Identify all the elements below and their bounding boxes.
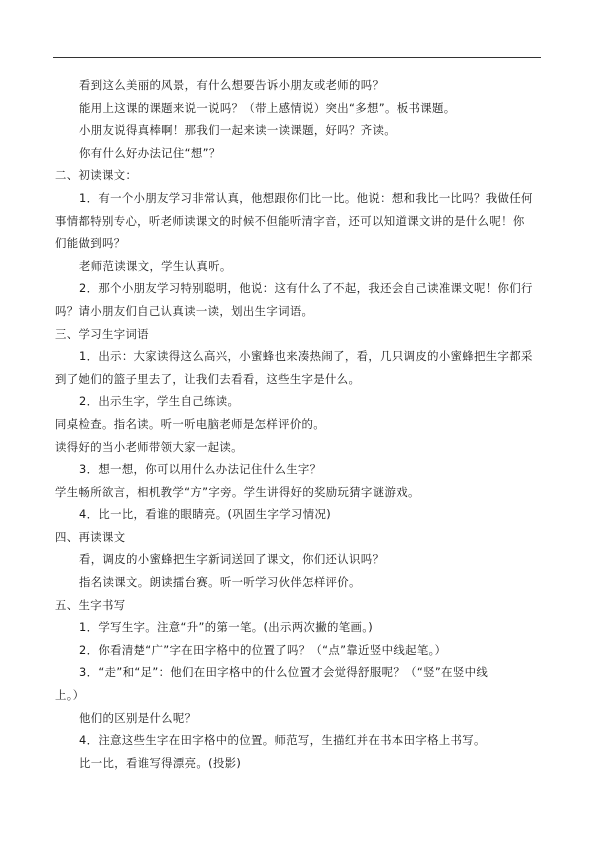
text-line: 四、再读课文 — [55, 529, 126, 544]
text-line: 二、初读课文： — [55, 168, 138, 183]
text-line: 4．比一比，看谁的眼睛亮。(巩固生字学习情况) — [79, 507, 331, 522]
text-line: 2．那个小朋友学习特别聪明，他说：这有什么了不起，我还会自己读准课文呢！你们行 — [79, 281, 533, 296]
text-line: 看，调皮的小蜜蜂把生字新词送回了课文，你们还认识吗？ — [79, 552, 385, 567]
header-rule — [53, 57, 541, 58]
text-line: 五、生字书写 — [55, 597, 126, 612]
text-line: 1．出示：大家读得这么高兴，小蜜蜂也来凑热闹了，看，几只调皮的小蜜蜂把生字都采 — [79, 349, 533, 364]
text-line: 上。） — [55, 688, 85, 703]
text-line: 2．出示生字，学生自己练读。 — [79, 394, 240, 409]
text-line: 事情都特别专心，听老师读课文的时候不但能听清字音，还可以知道课文讲的是什么呢！你 — [55, 213, 525, 228]
text-line: 三、学习生字词语 — [55, 326, 149, 341]
text-line: 到了她们的篮子里去了，让我们去看看，这些生字是什么。 — [55, 371, 361, 386]
document-body — [55, 74, 541, 774]
text-line: 吗？请小朋友们自己认真读一读，划出生字词语。 — [55, 303, 314, 318]
text-line: 4．注意这些生字在田字格中的位置。师范写，生描红并在书本田字格上书写。 — [79, 733, 486, 748]
text-line: 2．你看清楚“广”字在田字格中的位置了吗？（“点”靠近竖中线起笔。） — [79, 642, 447, 657]
text-line: 小朋友说得真棒啊！那我们一起来读一读课题，好吗？齐读。 — [79, 123, 396, 138]
text-line: 比一比，看谁写得漂亮。(投影) — [79, 755, 242, 770]
text-line: 老师范读课文，学生认真听。 — [79, 258, 232, 273]
text-line: 指名读课文。朗读擂台赛。听一听学习伙伴怎样评价。 — [79, 575, 361, 590]
text-line: 学生畅所欲言，相机教学“方”字旁。学生讲得好的奖励玩猜字谜游戏。 — [55, 484, 420, 499]
text-line: 他们的区别是什么呢？ — [79, 710, 197, 725]
text-line: 同桌检查。指名读。听一听电脑老师是怎样评价的。 — [55, 416, 326, 431]
text-line: 看到这么美丽的风景，有什么想要告诉小朋友或老师的吗？ — [79, 78, 385, 92]
text-line: 1．有一个小朋友学习非常认真，他想跟你们比一比。他说：想和我比一比吗？我做任何 — [79, 190, 533, 205]
text-line: 3．想一想，你可以用什么办法记住什么生字？ — [79, 462, 322, 477]
text-line: 你有什么好办法记住“想”？ — [79, 145, 221, 160]
text-line: 们能做到吗？ — [55, 236, 126, 251]
text-line: 读得好的当小老师带领大家一起读。 — [55, 439, 243, 454]
text-line: 3．“走”和“足”：他们在田字格中的什么位置才会觉得舒服呢？（“竖”在竖中线 — [79, 665, 489, 680]
text-line: 1．学写生字。注意“升”的第一笔。(出示两次撇的笔画。) — [79, 620, 374, 635]
text-line: 能用上这课的课题来说一说吗？（带上感情说）突出“多想”。板书课题。 — [79, 100, 456, 115]
